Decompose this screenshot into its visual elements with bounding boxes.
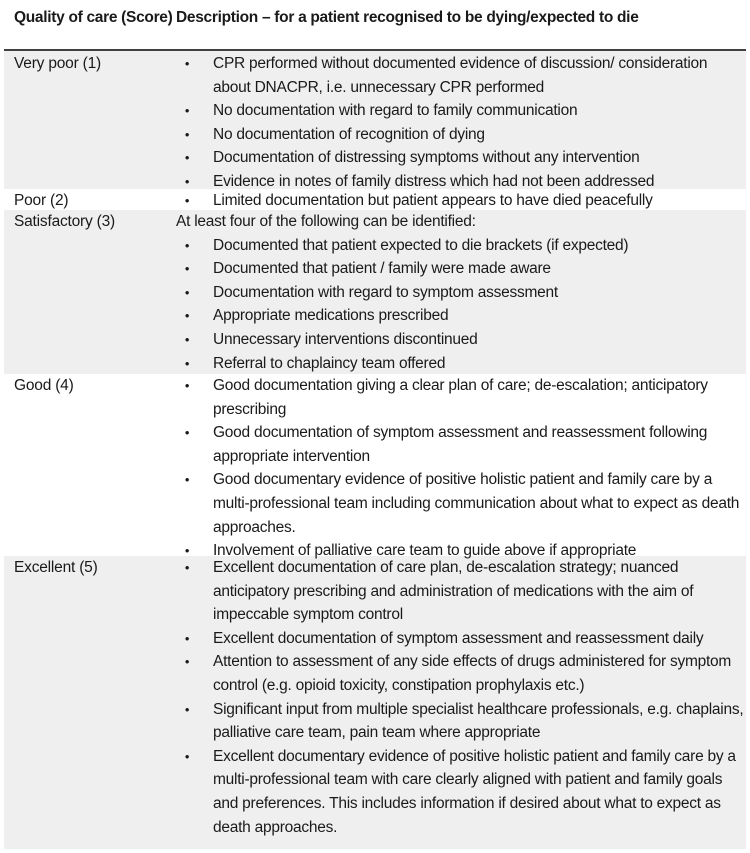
table-row-satisfactory bbox=[4, 210, 746, 374]
bullet-icon: • bbox=[184, 261, 190, 277]
bullet-icon: • bbox=[184, 378, 190, 393]
list-item: • Involvement of palliative care team to guide above if appropriate bbox=[176, 539, 746, 563]
list-item: • Documented that patient expected to die brackets (if expected) bbox=[176, 234, 746, 258]
bullet-icon: • bbox=[184, 173, 190, 189]
description-cell bbox=[176, 189, 746, 210]
list-item: • No documentation with regard to family communication bbox=[176, 99, 746, 123]
table-row-very-poor bbox=[4, 51, 746, 189]
bullet-icon: • bbox=[184, 237, 190, 253]
bullet-icon: • bbox=[184, 701, 190, 717]
bullet-icon: • bbox=[184, 654, 190, 670]
list-item: • Appropriate medications prescribed bbox=[176, 304, 746, 328]
list-item: • No documentation of recognition of dying bbox=[176, 123, 746, 147]
quality-of-care-table bbox=[4, 0, 746, 849]
bullet-icon: • bbox=[184, 560, 190, 575]
description-cell bbox=[176, 374, 746, 560]
table-row-excellent bbox=[4, 556, 746, 849]
bullet-icon: • bbox=[184, 355, 190, 371]
header-quality: Quality of care (Score) bbox=[14, 9, 173, 26]
quality-label: Very poor (1) bbox=[14, 55, 101, 72]
bullet-icon: • bbox=[184, 150, 190, 166]
description-cell bbox=[176, 210, 746, 374]
criteria-list bbox=[176, 556, 746, 839]
description-cell bbox=[176, 556, 746, 849]
list-item: • Documented that patient / family were made aware bbox=[176, 257, 746, 281]
list-item: • Documentation with regard to symptom assessment bbox=[176, 281, 746, 305]
table-header bbox=[4, 0, 746, 51]
criteria-list bbox=[176, 52, 746, 194]
bullet-icon: • bbox=[184, 472, 190, 488]
criteria-list bbox=[176, 189, 746, 213]
list-item: • Referral to chaplaincy team offered bbox=[176, 352, 746, 376]
bullet-icon: • bbox=[184, 126, 190, 142]
list-item: • Limited documentation but patient appears to have died peacefully bbox=[176, 189, 746, 213]
header-description: Description – for a patient recognised to be dying/expected to die bbox=[176, 9, 639, 26]
list-item: • Excellent documentary evidence of positive holistic patient and family care by a multi-professional team with care clearly aligned with patient and family goals and preferences. This includes information if desired about what to expect as death approaches. bbox=[176, 745, 746, 839]
list-item: • CPR performed without documented evidence of discussion/ consideration about DNACPR, i.e. unnecessary CPR performed bbox=[176, 52, 746, 99]
bullet-icon: • bbox=[184, 331, 190, 347]
list-item: • Excellent documentation of care plan, de-escalation strategy; nuanced anticipatory prescribing and administration of medications with the aim of impeccable symptom control bbox=[176, 556, 746, 627]
bullet-icon: • bbox=[184, 308, 190, 324]
bullet-icon: • bbox=[184, 56, 190, 71]
quality-label: Satisfactory (3) bbox=[14, 213, 116, 230]
quality-label: Excellent (5) bbox=[14, 559, 98, 576]
table-row-good bbox=[4, 374, 746, 560]
bullet-icon: • bbox=[184, 193, 190, 208]
list-item: • Attention to assessment of any side effects of drugs administered for symptom control (e.g. opioid toxicity, constipation prophylaxis etc.) bbox=[176, 650, 746, 697]
bullet-icon: • bbox=[184, 284, 190, 300]
bullet-icon: • bbox=[184, 748, 190, 764]
list-item: • Significant input from multiple specialist healthcare professionals, e.g. chaplains, palliative care team, pain team where appropriate bbox=[176, 698, 746, 745]
list-item: • Good documentary evidence of positive holistic patient and family care by a multi-professional team including communication about what to expect as death approaches. bbox=[176, 468, 746, 539]
list-item: • Documentation of distressing symptoms without any intervention bbox=[176, 146, 746, 170]
criteria-intro: At least four of the following can be identified: bbox=[176, 213, 476, 230]
quality-label: Good (4) bbox=[14, 377, 74, 394]
quality-label: Poor (2) bbox=[14, 192, 69, 209]
list-item: • Evidence in notes of family distress which had not been addressed bbox=[176, 170, 746, 194]
list-item: • Good documentation giving a clear plan of care; de-escalation; anticipatory prescribing bbox=[176, 374, 746, 421]
list-item: • Good documentation of symptom assessment and reassessment following appropriate intervention bbox=[176, 421, 746, 468]
bullet-icon: • bbox=[184, 543, 190, 559]
bullet-icon: • bbox=[184, 425, 190, 441]
criteria-list bbox=[176, 234, 746, 376]
bullet-icon: • bbox=[184, 630, 190, 646]
list-item: • Unnecessary interventions discontinued bbox=[176, 328, 746, 352]
description-cell bbox=[176, 52, 746, 189]
bullet-icon: • bbox=[184, 103, 190, 119]
list-item: • Excellent documentation of symptom assessment and reassessment daily bbox=[176, 627, 746, 651]
criteria-list bbox=[176, 374, 746, 563]
table-row-poor bbox=[4, 189, 746, 210]
